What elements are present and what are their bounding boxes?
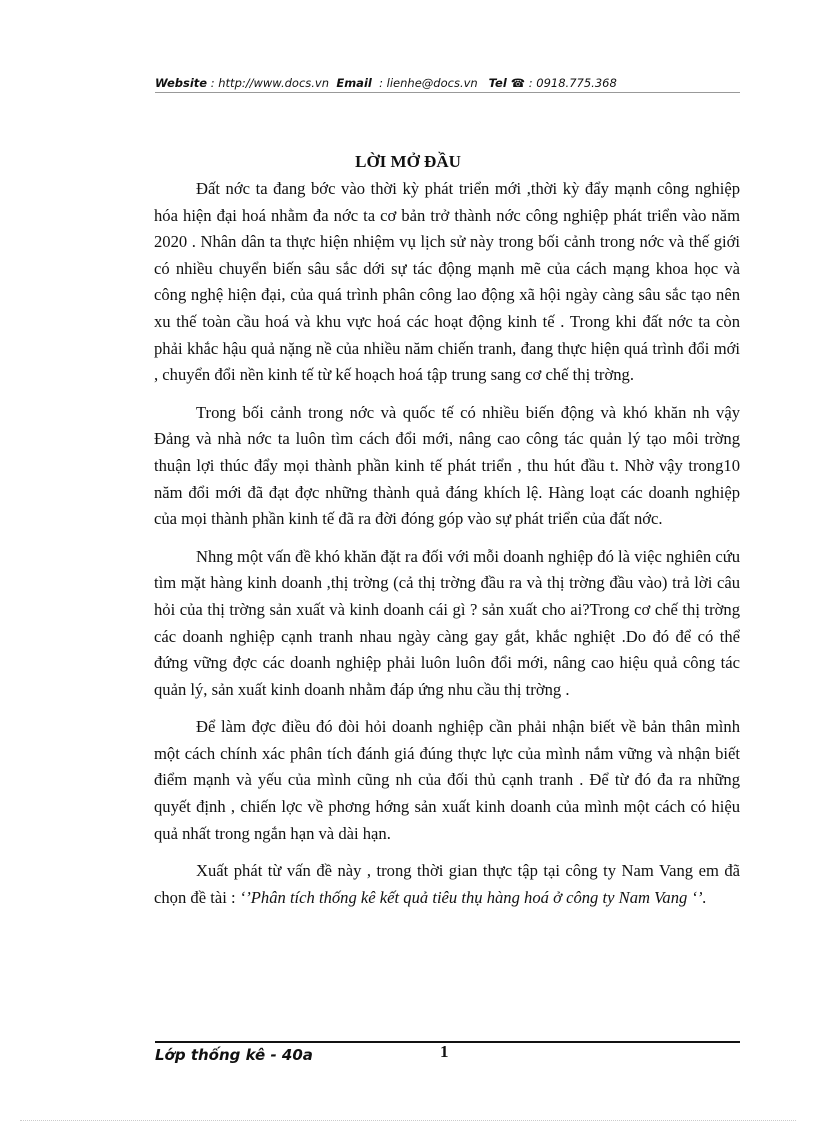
closing-paragraph [154, 858, 740, 911]
page-bottom-border [20, 1120, 796, 1121]
paragraph: Nhng một vấn đề khó khăn đặt ra đối với mỗi doanh nghiệp đó là việc nghiên cứu tìm mặt hàng kinh doanh ,thị trờng (cả thị trờng đầu ra và thị trờng đầu vào) trả lời câu hỏi của thị trờng sản xuất và kinh doanh cái gì ? sản xuất cho ai?Trong cơ chế thị trờng các doanh nghiệp cạnh tranh nhau ngày càng gay gắt, khắc nghiệt .Do đó để có thể đứng vững đợc các doanh nghiệp phải luôn luôn đổi mới, nâng cao hiệu quả công tác quản lý, sản xuất kinh doanh nhằm đáp ứng nhu cầu thị trờng . [154, 546, 740, 699]
header-divider [155, 92, 740, 93]
closing-text: Xuất phát từ vấn đề này , trong thời gian thực tập tại công ty Nam Vang em đã chọn đề tài : [154, 861, 740, 907]
page-header [155, 76, 740, 90]
email-value: : lienhe@docs.vn [379, 76, 478, 90]
paragraph: Để làm đợc điều đó đòi hỏi doanh nghiệp cần phải nhận biết về bản thân mình một cách chính xác phân tích đánh giá đúng thực lực của mình nắm vững và nhận biết điểm mạnh và yếu của mình cũng nh của đối thủ cạnh tranh . Để từ đó đa ra những quyết định , chiến lợc về phơng hớng sản xuất kinh doanh của mình một cách có hiệu quả nhất trong ngắn hạn và dài hạn. [154, 717, 740, 843]
page-title: LỜI MỞ ĐẦU [355, 152, 461, 171]
tel-label: Tel ☎ [488, 76, 526, 90]
website-value: : http://www.docs.vn [210, 76, 330, 90]
page-number: 1 [440, 1042, 449, 1061]
email-label: Email [336, 76, 372, 90]
footer-class-label: Lớp thống kê - 40a [155, 1046, 313, 1064]
paragraph: Trong bối cảnh trong nớc và quốc tế có nhiều biến động và khó khăn nh vậy Đảng và nhà nớc ta luôn tìm cách đổi mới, nâng cao công tác quản lý tạo môi trờng thuận lợi thúc đẩy mọi thành phần kinh tế phát triển , thu hút đầu t. Nhờ vậy trong10 năm đổi mới đã đạt đợc những thành quả đáng khích lệ. Hàng loạt các doanh nghiệp của mọi thành phần kinh tế đã ra đời đóng góp vào sự phát triển của đất nớc. [154, 402, 740, 529]
document-body [154, 176, 740, 911]
paragraph: Đất nớc ta đang bớc vào thời kỳ phát triển mới ,thời kỳ đẩy mạnh công nghiệp hóa hiện đại hoá nhằm đa nớc ta cơ bản trở thành nớc công nghiệp phát triển vào năm 2020 . Nhân dân ta thực hiện nhiệm vụ lịch sử này trong bối cảnh trong nớc và thế giới có nhiều chuyển biến sâu sắc dới sự tác động mạnh mẽ của cách mạng khoa học và công nghệ hiện đại, của quá trình phân công lao động xã hội ngày càng sâu sắc tạo nên xu thế toàn cầu hoá và khu vực hoá các hoạt động kinh tế . Trong khi đất nớc ta còn phải khắc hậu quả nặng nề của nhiều năm chiến tranh, đang thực hiện quá trình đổi mới , chuyển đổi nền kinh tế từ kế hoạch hoá tập trung sang cơ chế thị trờng. [154, 179, 740, 385]
website-label: Website [155, 76, 208, 90]
tel-value: : 0918.775.368 [528, 76, 617, 90]
topic-title: ‘’Phân tích thống kê kết quả tiêu thụ hàng hoá ở công ty Nam Vang ‘’. [239, 887, 707, 907]
